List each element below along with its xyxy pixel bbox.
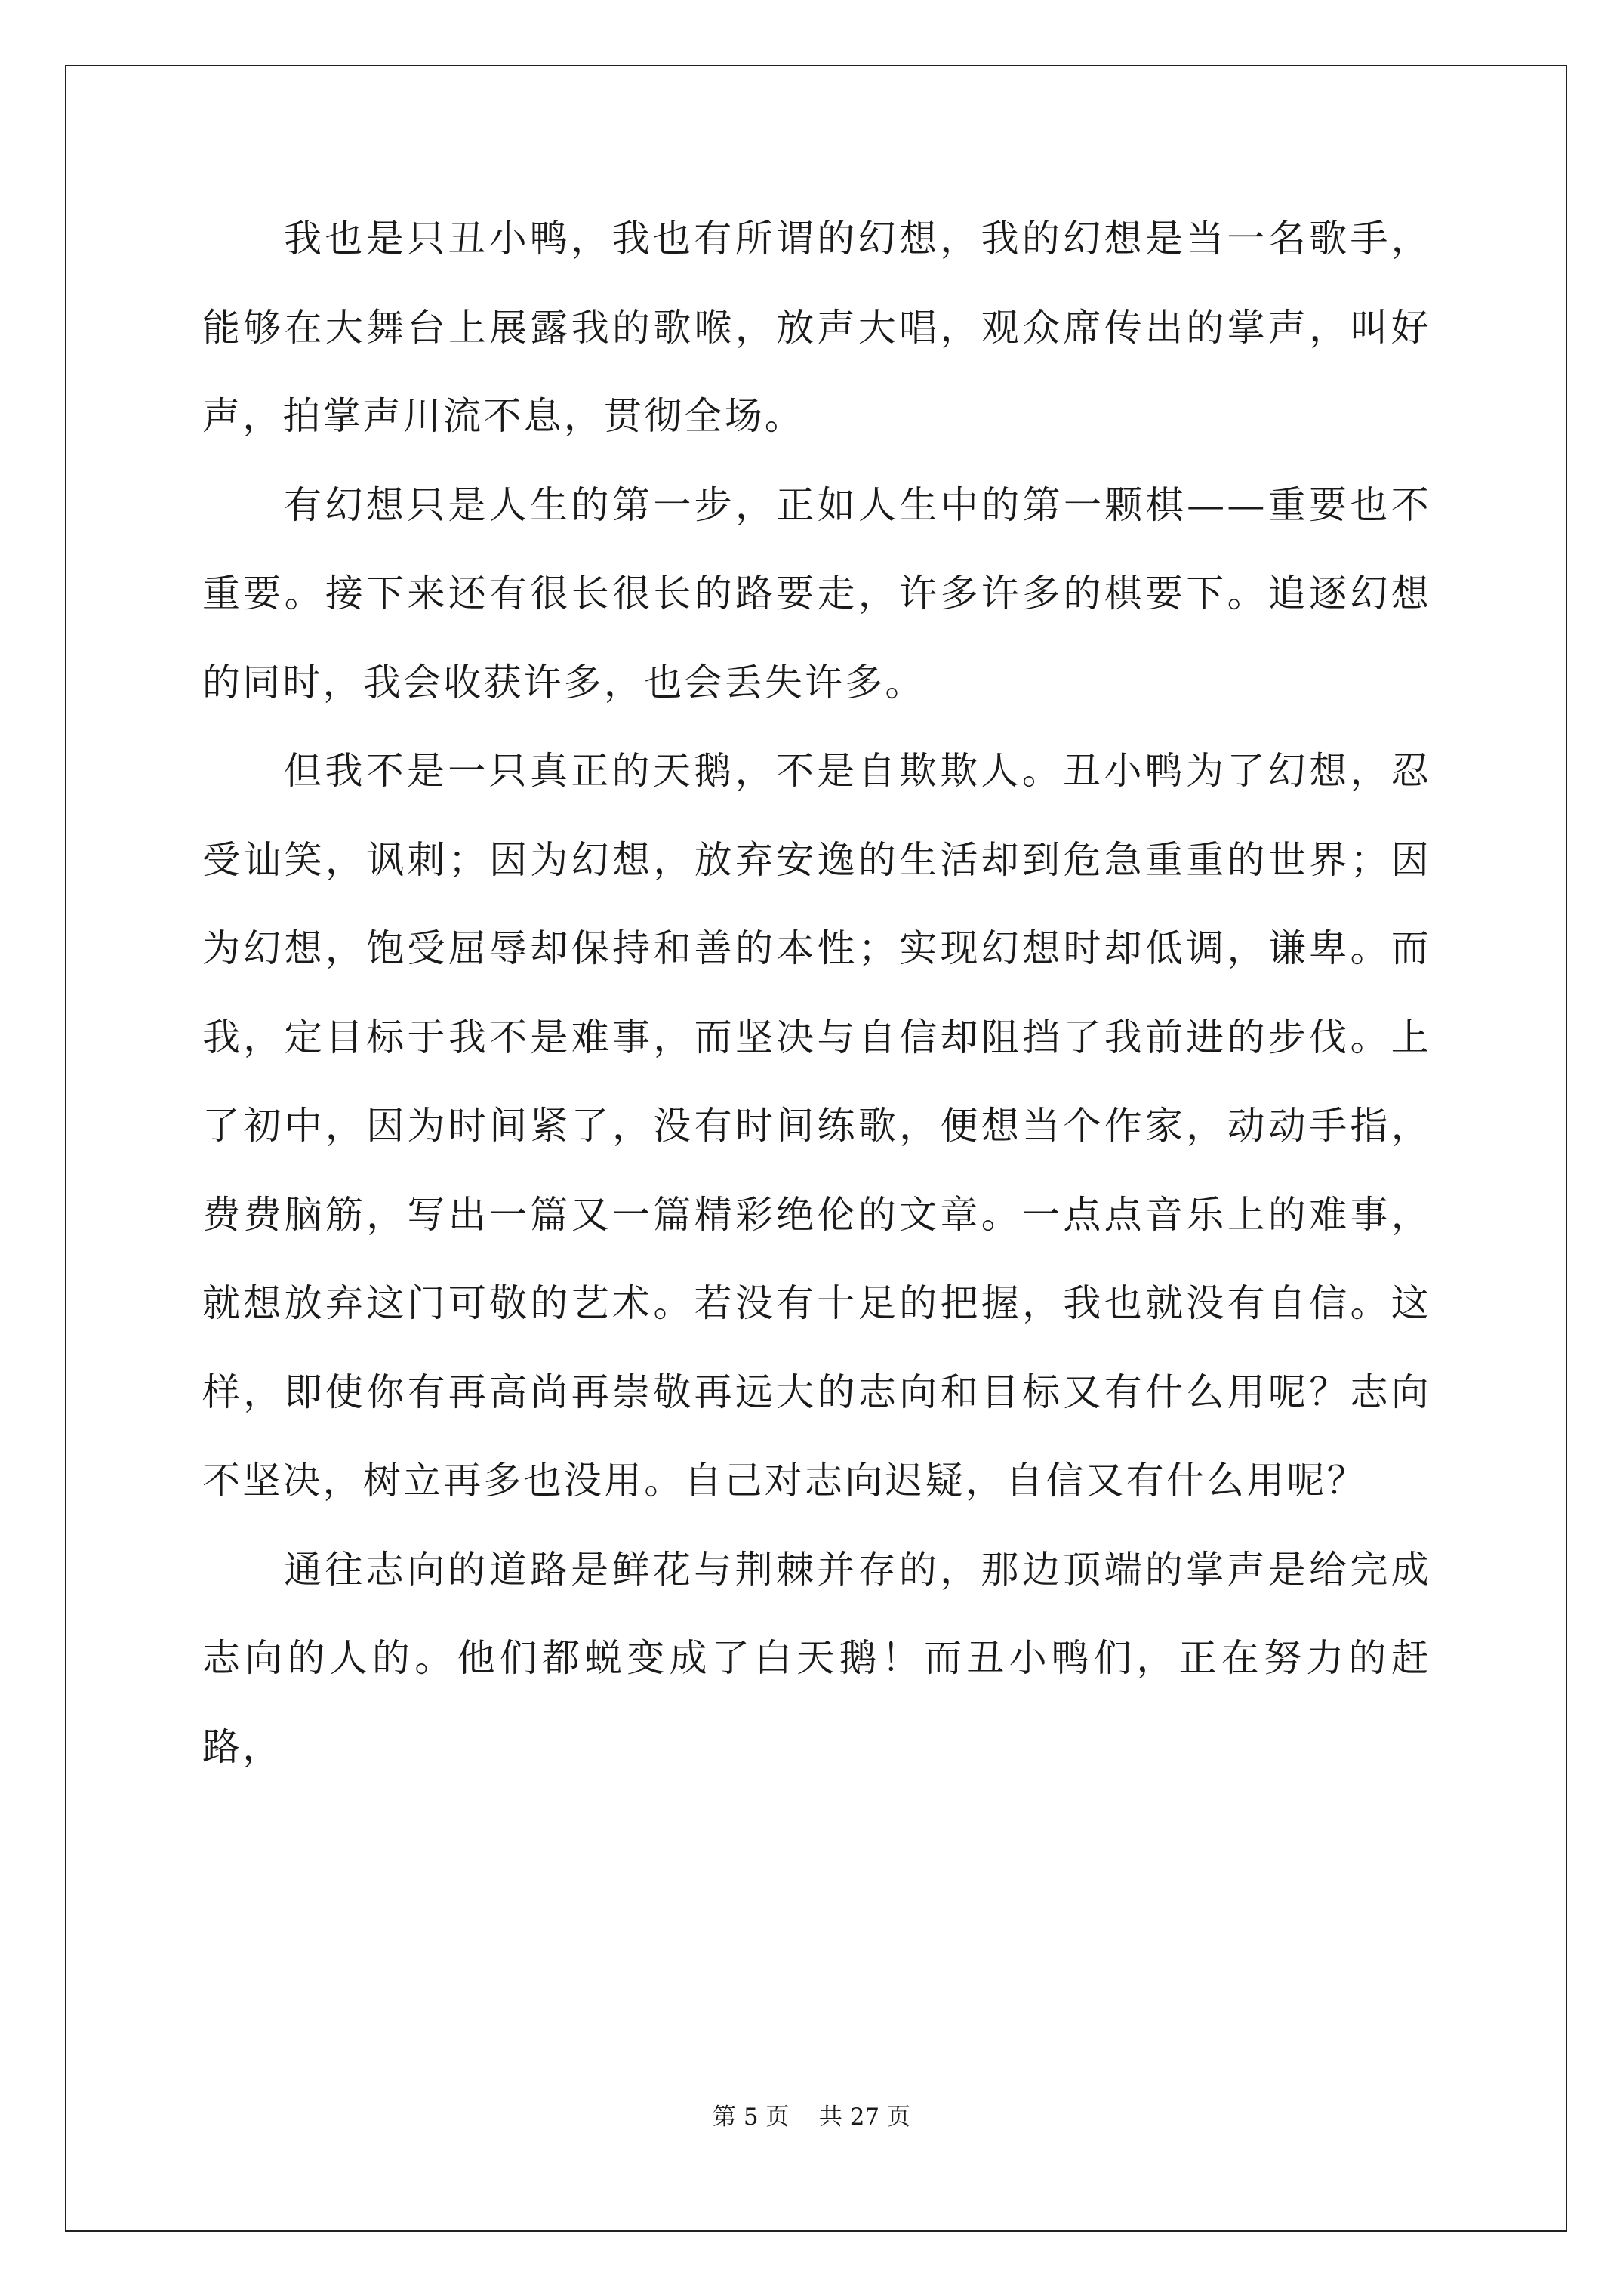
- page-number: 第 5 页: [712, 2103, 790, 2131]
- paragraph-3: 但我不是一只真正的天鹅，不是自欺欺人。丑小鸭为了幻想，忍受讪笑，讽刺；因为幻想，放弃安逸的生活却到危急重重的世界；因为幻想，饱受屈辱却保持和善的本性；实现幻想时却低调，谦卑。而我，定目标于我不是难事，而坚决与自信却阻挡了我前进的步伐。上了初中，因为时间紧了，没有时间练歌，便想当个作家，动动手指，费费脑筋，写出一篇又一篇精彩绝伦的文章。一点点音乐上的难事，就想放弃这门可敬的艺术。若没有十足的把握，我也就没有自信。这样，即使你有再高尚再崇敬再远大的志向和目标又有什么用呢？志向不坚决，树立再多也没用。自己对志向迟疑，自信又有什么用呢？: [202, 749, 1431, 1502]
- paragraph-4: 通往志向的道路是鲜花与荆棘并存的，那边顶端的掌声是给完成志向的人的。他们都蜕变成了白天鹅！而丑小鸭们，正在努力的赶路，: [202, 1547, 1431, 1769]
- page-total: 共 27 页: [818, 2103, 910, 2131]
- page-footer: [0, 2097, 1623, 2131]
- paragraph-1: 我也是只丑小鸭，我也有所谓的幻想，我的幻想是当一名歌手，能够在大舞台上展露我的歌喉，放声大唱，观众席传出的掌声，叫好声，拍掌声川流不息，贯彻全场。: [202, 217, 1431, 438]
- paragraph-2: 有幻想只是人生的第一步，正如人生中的第一颗棋——重要也不重要。接下来还有很长很长的路要走，许多许多的棋要下。追逐幻想的同时，我会收获许多，也会丢失许多。: [202, 482, 1431, 704]
- document-body: [202, 195, 1431, 1792]
